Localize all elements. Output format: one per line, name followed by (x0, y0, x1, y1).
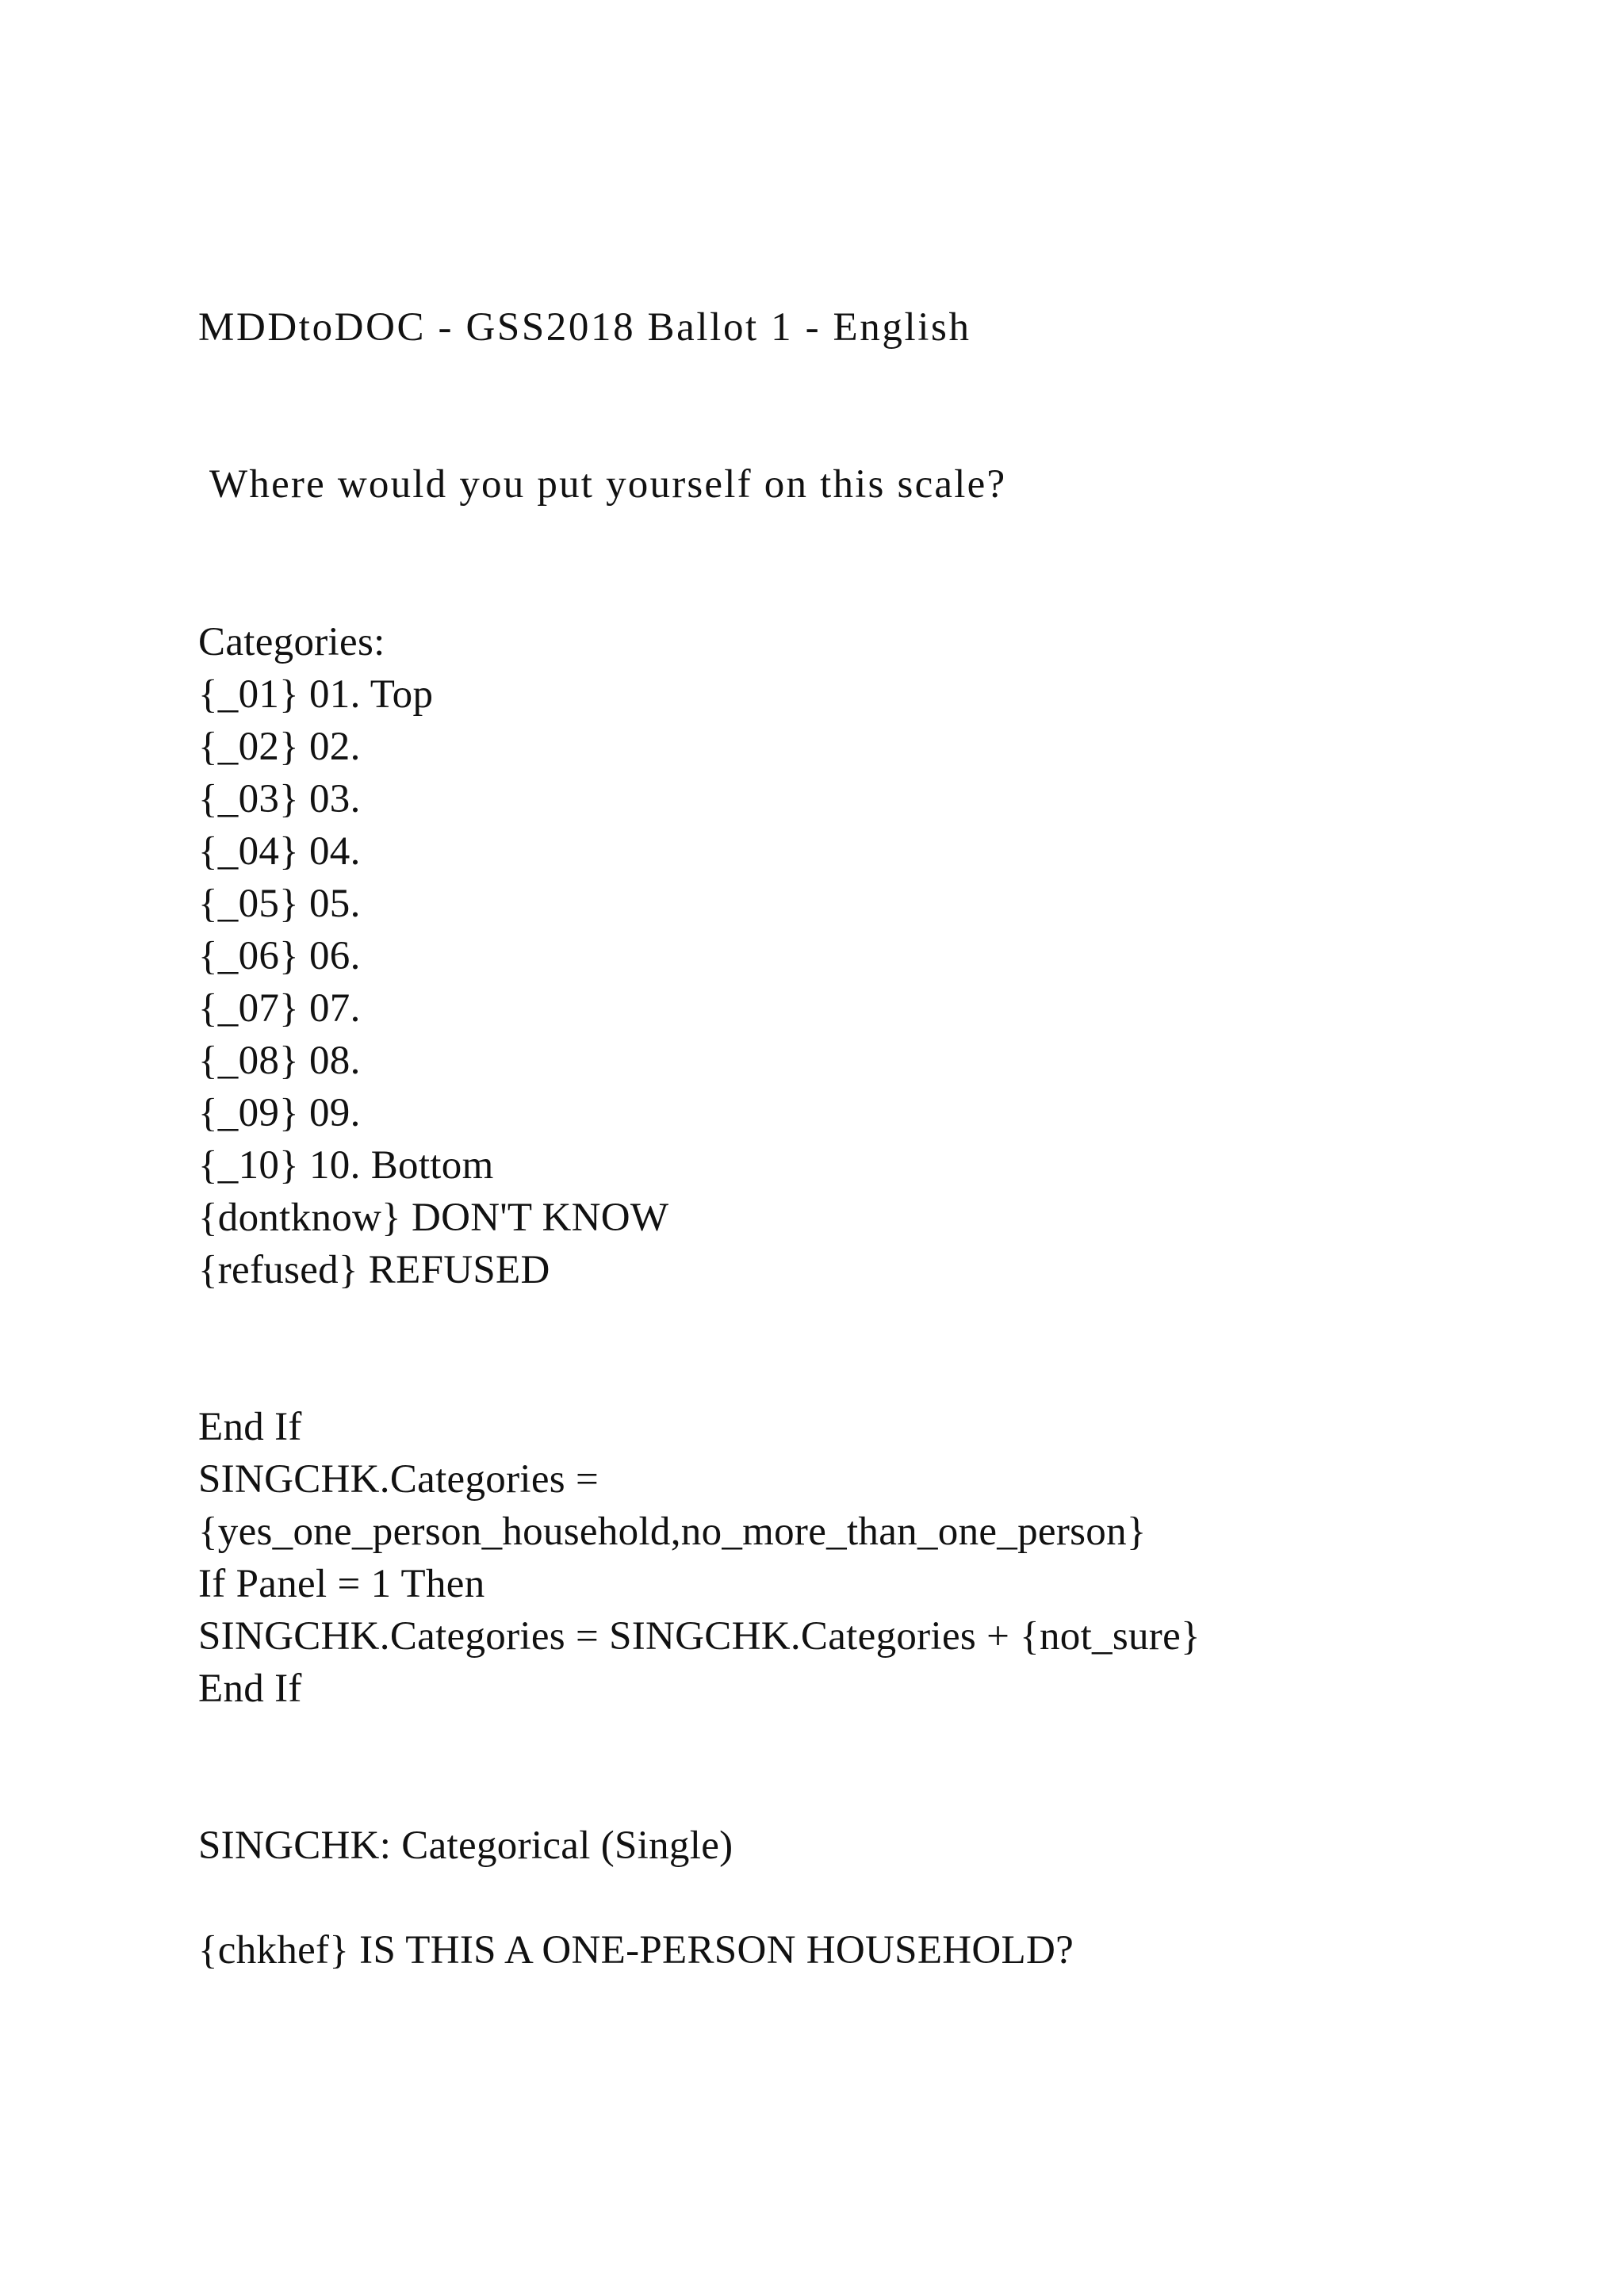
category-item: {_05} 05. (198, 882, 361, 926)
category-item: {_07} 07. (198, 986, 361, 1031)
question-text: Where would you put yourself on this scale? (198, 462, 1007, 507)
category-item: {dontknow} DON'T KNOW (198, 1196, 669, 1240)
code-line: End If (198, 1667, 302, 1711)
category-item: {refused} REFUSED (198, 1248, 550, 1292)
code-line: SINGCHK.Categories = (198, 1457, 599, 1502)
category-item: {_09} 09. (198, 1091, 361, 1135)
category-item: {_03} 03. (198, 777, 361, 821)
category-item: {_01} 01. Top (198, 672, 434, 717)
code-line: End If (198, 1405, 302, 1449)
category-item: {_06} 06. (198, 934, 361, 978)
document-title: MDDtoDOC - GSS2018 Ballot 1 - English (198, 305, 971, 350)
categories-heading: Categories: (198, 620, 385, 664)
category-item: {_08} 08. (198, 1039, 361, 1083)
code-line: SINGCHK.Categories = SINGCHK.Categories + {not_sure} (198, 1614, 1201, 1659)
code-line: If Panel = 1 Then (198, 1562, 485, 1606)
category-item: {_02} 02. (198, 725, 361, 769)
category-item: {_04} 04. (198, 829, 361, 874)
category-item: {_10} 10. Bottom (198, 1143, 494, 1188)
code-line: {yes_one_person_household,no_more_than_one_person} (198, 1510, 1147, 1554)
variable-heading: SINGCHK: Categorical (Single) (198, 1823, 733, 1868)
variable-question: {chkhef} IS THIS A ONE-PERSON HOUSEHOLD? (198, 1928, 1074, 1973)
